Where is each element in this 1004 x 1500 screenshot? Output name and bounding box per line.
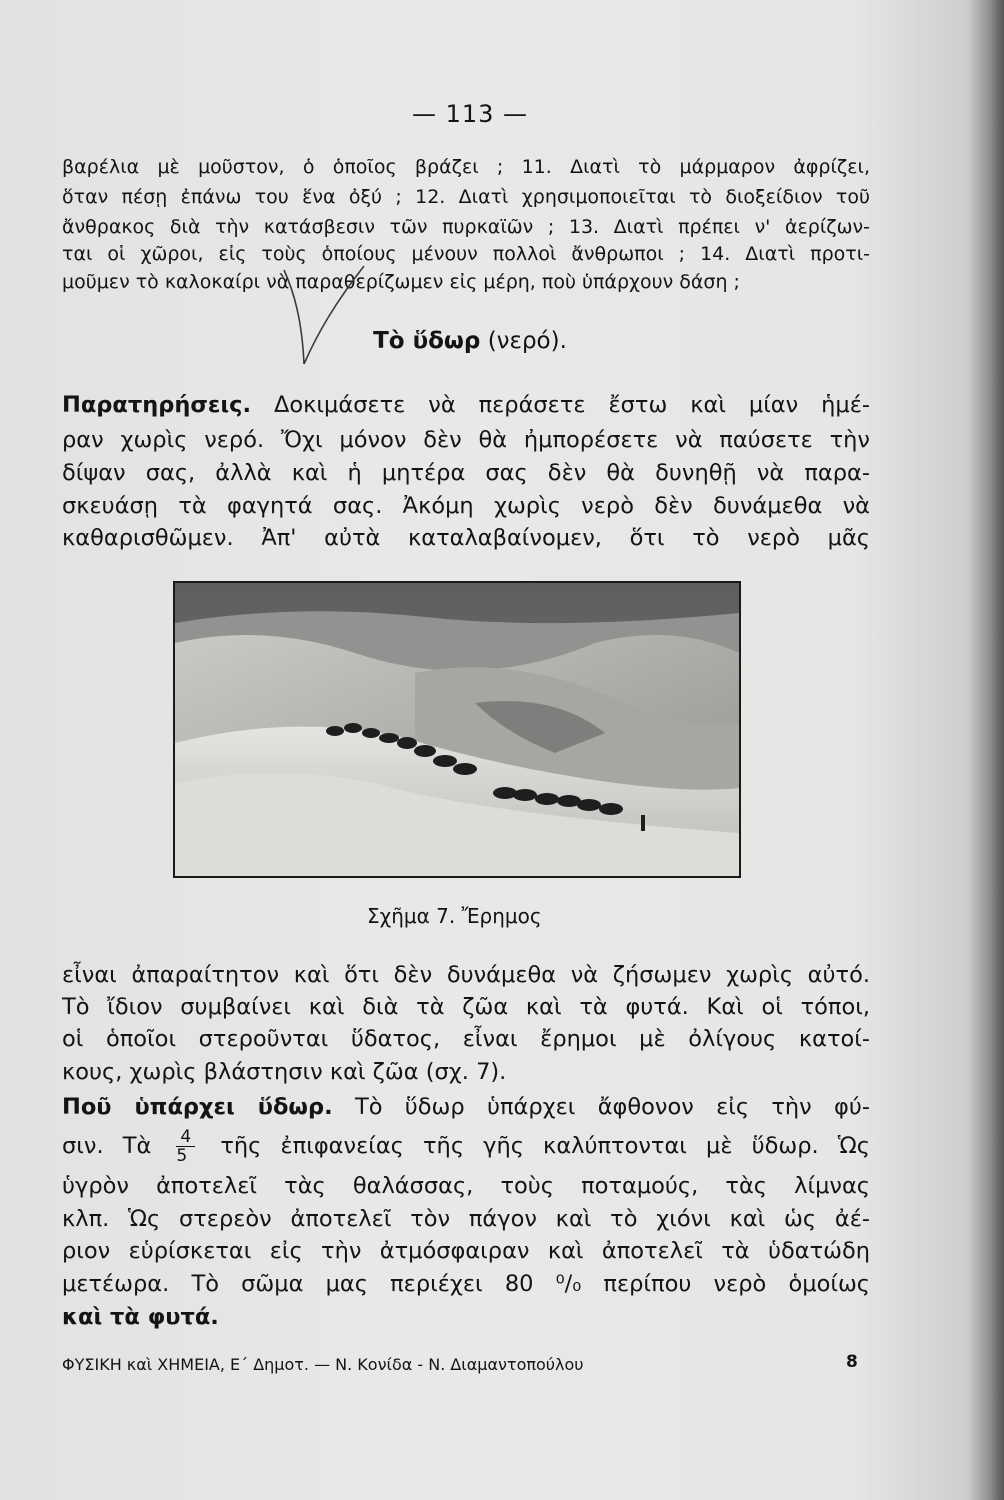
where-water-text: Τὸ ὕδωρ ὑπάρχει ἄφθονον εἰς τὴν φύ- — [354, 1094, 871, 1120]
observations-label: Παρατηρήσεις. — [62, 392, 252, 418]
fraction-four-fifths — [176, 1128, 195, 1165]
where-water-first-line — [62, 1094, 870, 1120]
paragraph-line: μετέωρα. Τὸ σῶμα μας περιέχει 80 ⁰/₀ περίπου νερὸ ὁμοίως — [62, 1271, 870, 1297]
paragraph-line: Τὸ ἴδιον συμβαίνει καὶ διὰ τὰ ζῶα καὶ τὰ φυτά. Καὶ οἱ τόποι, — [62, 994, 870, 1020]
figure-caption: Σχῆμα 7. Ἔρημος — [367, 904, 542, 928]
fraction-line-start: σιν. Τὰ — [62, 1133, 152, 1159]
paragraph-line: καθαρισθῶμεν. Ἀπ' αὐτὰ καταλαβαίνομεν, ὅτι τὸ νερὸ μᾶς — [62, 525, 870, 551]
section-heading-normal: (νερό). — [487, 328, 567, 354]
paragraph-line: ραν χωρὶς νερό. Ὄχι μόνον δὲν θὰ ἠμπορέσετε νὰ παύσετε τὴν — [62, 427, 870, 453]
page-footer: ΦΥΣΙΚΗ καὶ ΧΗΜΕΙΑ, Ε΄ Δημοτ. — Ν. Κονίδα - Ν. Διαμαντοπούλου — [62, 1355, 584, 1374]
question-line: ται οἱ χῶροι, εἰς τοὺς ὁποίους μένουν πολλοὶ ἄνθρωποι ; 14. Διατὶ προτι- — [62, 243, 870, 265]
page-number: — 113 — — [411, 100, 529, 128]
question-line: βαρέλια μὲ μοῦστον, ὁ ὁποῖος βράζει ; 11. Διατὶ τὸ μάρμαρον ἀφρίζει, — [62, 156, 870, 178]
paragraph-line: καὶ τὰ φυτά. — [62, 1304, 219, 1330]
paragraph-line: ὑγρὸν ἀποτελεῖ τὰς θαλάσσας, τοὺς ποταμούς, τὰς λίμνας — [62, 1173, 870, 1199]
paragraph-line: οἱ ὁποῖοι στεροῦνται ὕδατος, εἶναι ἔρημοι μὲ ὀλίγους κατοί- — [62, 1026, 870, 1052]
question-line: ὅταν πέσῃ ἐπάνω του ἕνα ὀξύ ; 12. Διατὶ χρησιμοποιεῖται τὸ διοξείδιον τοῦ — [62, 186, 870, 208]
fraction-denominator: 5 — [176, 1146, 188, 1166]
observations-text: Δοκιμάσετε νὰ περάσετε ἔστω καὶ μίαν ἡμέ- — [274, 392, 871, 418]
sheet-number: 8 — [846, 1352, 858, 1372]
fraction-line-end: τῆς ἐπιφανείας τῆς γῆς καλύπτονται μὲ ὕδωρ. Ὡς — [220, 1133, 870, 1159]
where-water-label: Ποῦ ὑπάρχει ὕδωρ. — [62, 1094, 333, 1120]
section-heading-bold: Τὸ ὕδωρ — [373, 328, 481, 354]
paragraph-line: δίψαν σας, ἀλλὰ καὶ ἡ μητέρα σας δὲν θὰ δυνηθῇ νὰ παρα- — [62, 460, 870, 486]
paragraph-line: κους, χωρὶς βλάστησιν καὶ ζῶα (σχ. 7). — [62, 1059, 507, 1085]
paragraph-line: σκευάσῃ τὰ φαγητά σας. Ἀκόμη χωρὶς νερὸ δὲν δυνάμεθα νὰ — [62, 493, 870, 519]
desert-photo — [173, 581, 741, 878]
page-edge-shadow — [970, 0, 1004, 1500]
paragraph-line: εἶναι ἀπαραίτητον καὶ ὅτι δὲν δυνάμεθα νὰ ζήσωμεν χωρὶς αὐτό. — [62, 962, 870, 988]
fraction-numerator: 4 — [176, 1128, 195, 1147]
question-line: μοῦμεν τὸ καλοκαίρι νὰ παραθερίζωμεν εἰς μέρη, ποὺ ὑπάρχουν δάση ; — [62, 271, 740, 293]
observations-first-line — [62, 392, 870, 418]
question-line: ἄνθρακος διὰ τὴν κατάσβεσιν τῶν πυρκαϊῶν ; 13. Διατὶ πρέπει ν' ἀερίζων- — [62, 216, 870, 238]
desert-caravan-illustration — [175, 583, 739, 876]
fraction-line — [62, 1128, 870, 1165]
handwritten-check-mark — [280, 262, 370, 372]
section-heading — [0, 328, 940, 354]
paragraph-line: κλπ. Ὡς στερεὸν ἀποτελεῖ τὸν πάγον καὶ τὸ χιόνι καὶ ὡς ἀέ- — [62, 1206, 870, 1232]
paragraph-line: ριον εὑρίσκεται εἰς τὴν ἀτμόσφαιραν καὶ ἀποτελεῖ τὰ ὑδατώδη — [62, 1238, 870, 1264]
